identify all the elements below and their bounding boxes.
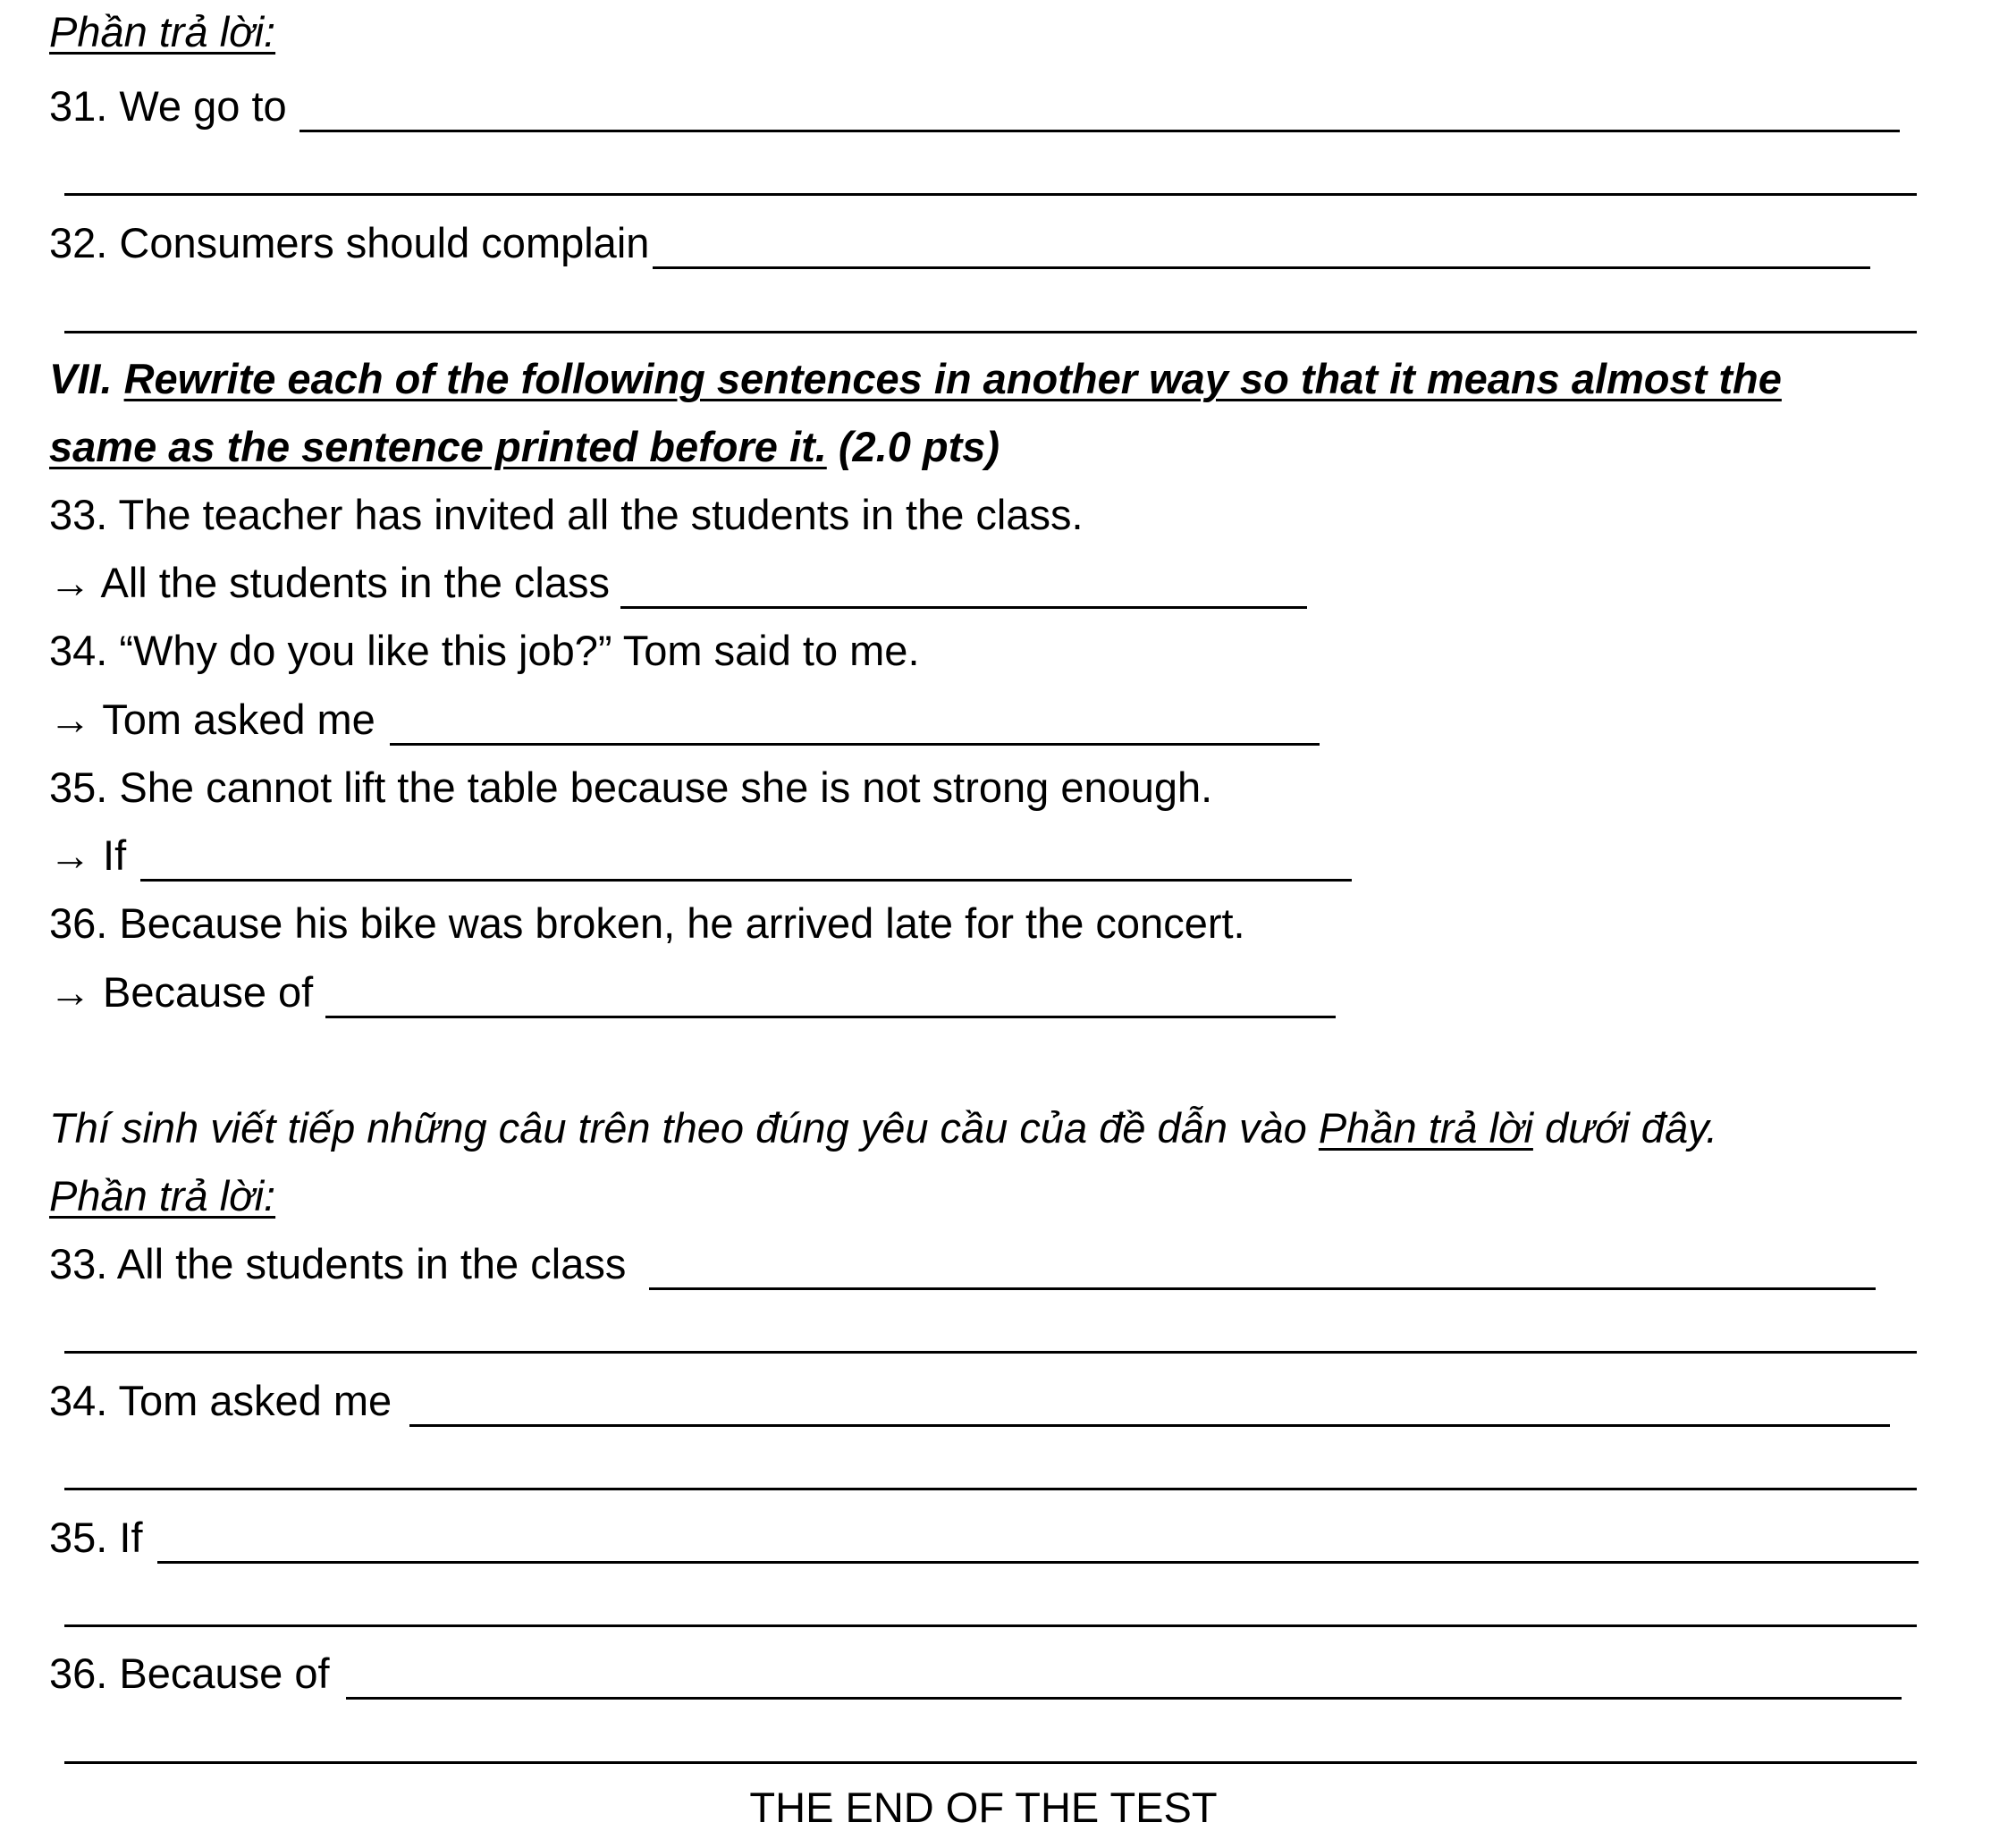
exercise-35-prompt: → If xyxy=(49,834,1352,876)
exercise-34-question: 34. “Why do you like this job?” Tom said to me. xyxy=(49,627,920,674)
final-answer-35-label: 35. If xyxy=(49,1514,143,1561)
exercise-34-blank[interactable] xyxy=(390,743,1320,746)
section-roman: VII. xyxy=(49,355,113,402)
final-answer-33-row xyxy=(49,1240,1876,1287)
answer-label-text: Phần trả lời: xyxy=(49,8,276,55)
final-answer-34-blank[interactable] xyxy=(409,1424,1890,1427)
section-heading-line-2 xyxy=(49,423,1000,470)
answer-31-label: 31. We go to xyxy=(49,82,287,130)
final-answer-35-blank[interactable] xyxy=(157,1561,1919,1564)
answer-32-label: 32. Consumers should complain xyxy=(49,219,650,266)
exercise-36-question: 36. Because his bike was broken, he arrived late for the concert. xyxy=(49,899,1245,947)
answer-31-blank[interactable] xyxy=(299,130,1900,132)
final-answer-36-line-2[interactable] xyxy=(64,1761,1917,1764)
exercise-36-blank[interactable] xyxy=(325,1016,1336,1018)
final-answer-33-line-2[interactable] xyxy=(64,1351,1917,1354)
final-answer-35-line-2[interactable] xyxy=(64,1624,1917,1627)
final-answer-34-label: 34. Tom asked me xyxy=(49,1377,392,1424)
answer-31-line-2[interactable] xyxy=(64,193,1917,196)
exercise-33-blank[interactable] xyxy=(620,606,1307,609)
final-answer-34-row xyxy=(49,1377,1890,1424)
exercise-34-prompt: → Tom asked me xyxy=(49,698,1320,740)
section-instruction-2: same as the sentence printed before it. xyxy=(49,423,827,470)
answer-label-top xyxy=(49,8,276,55)
section-instruction-1: Rewrite each of the following sentences in another way so that it means almost the xyxy=(123,355,1782,402)
answer-instruction: Thí sinh viết tiếp những câu trên theo đúng yêu cầu của đề dẫn vào Phần trả lời dưới đây. xyxy=(49,1104,1718,1152)
answer-label-text-2: Phần trả lời: xyxy=(49,1172,276,1219)
end-of-test: THE END OF THE TEST xyxy=(749,1784,1218,1831)
final-answer-33-label: 33. All the students in the class xyxy=(49,1240,627,1287)
final-answer-33-blank[interactable] xyxy=(649,1287,1876,1290)
exercise-36-prompt: → Because of xyxy=(49,971,1336,1013)
answer-section-reference: Phần trả lời xyxy=(1318,1104,1533,1152)
exercise-33-prompt: → All the students in the class xyxy=(49,561,1307,603)
answer-31-row xyxy=(49,82,1900,130)
final-answer-34-line-2[interactable] xyxy=(64,1488,1917,1490)
answer-label-bottom xyxy=(49,1172,276,1219)
section-heading-line-1 xyxy=(49,355,1782,402)
answer-32-row xyxy=(49,219,1870,266)
exercise-35-blank[interactable] xyxy=(140,879,1352,882)
final-answer-35-row xyxy=(49,1514,1919,1561)
exercise-35-question: 35. She cannot lift the table because she is not strong enough. xyxy=(49,764,1213,811)
answer-32-blank[interactable] xyxy=(653,266,1870,269)
final-answer-36-label: 36. Because of xyxy=(49,1650,330,1697)
final-answer-36-blank[interactable] xyxy=(346,1697,1902,1700)
final-answer-36-row xyxy=(49,1650,1902,1697)
section-points: (2.0 pts) xyxy=(838,423,1000,470)
exercise-33-question: 33. The teacher has invited all the students in the class. xyxy=(49,491,1084,538)
answer-32-line-2[interactable] xyxy=(64,331,1917,333)
